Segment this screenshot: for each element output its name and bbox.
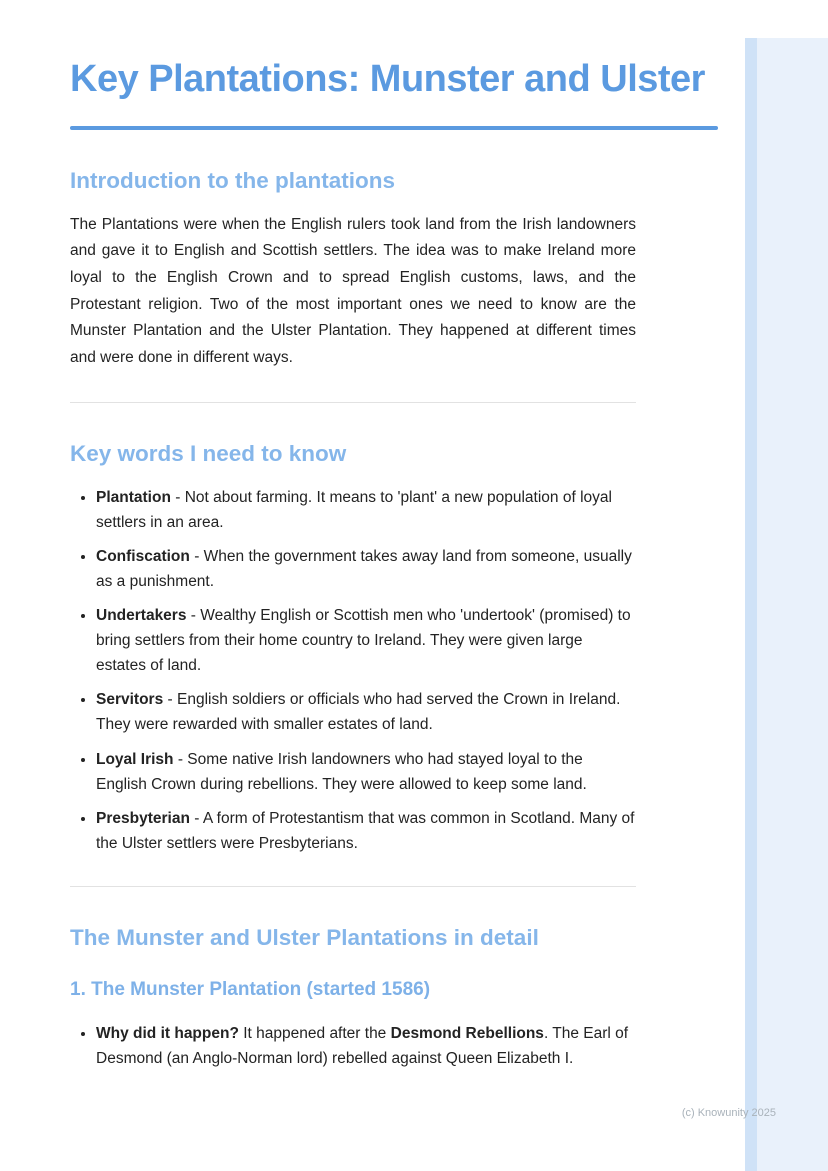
list-item-plantation: [96, 485, 636, 535]
title-underline-rule: [70, 126, 718, 130]
bullet-text: It happened after the: [243, 1025, 387, 1043]
keyword-definition: - Some native Irish landowners who had stayed loyal to the English Crown during rebellions. They were allowed to keep some land.: [96, 750, 587, 793]
bullet-lead-bold: Why did it happen?: [96, 1025, 239, 1043]
keyword-definition: - Not about farming. It means to 'plant' a new population of loyal settlers in an area.: [96, 488, 612, 531]
keyword-definition: - A form of Protestantism that was common in Scotland. Many of the Ulster settlers were Presbyterians.: [96, 809, 635, 852]
section-heading-detail: The Munster and Ulster Plantations in detail: [70, 925, 539, 951]
section-heading-keywords: Key words I need to know: [70, 440, 347, 466]
keyword-term: Servitors: [96, 691, 164, 709]
keyword-term: Loyal Irish: [96, 750, 174, 768]
keyword-term: Undertakers: [96, 607, 187, 625]
section-heading-introduction: Introduction to the plantations: [70, 167, 395, 193]
list-item-confiscation: [96, 544, 636, 594]
section-divider: [70, 402, 636, 403]
list-item-loyal-irish: [96, 747, 636, 797]
keyword-definition: - When the government takes away land from someone, usually as a punishment.: [96, 547, 632, 590]
keyword-definition: - Wealthy English or Scottish men who 'undertook' (promised) to bring settlers from their home country to Ireland. They were given large estates of land.: [96, 607, 631, 675]
bullet-text-tail: . The Earl of Desmond (an Anglo-Norman lord) rebelled against Queen Elizabeth I.: [96, 1025, 629, 1068]
introduction-paragraph: The Plantations were when the English rulers took land from the Irish landowners and gave it to English and Scottish settlers. The idea was to make Ireland more loyal to the English Crown and to spread English customs, laws, and the Protestant religion. Two of the most important ones we need to know are the Munster Plantation and the Ulster Plantation. They happened at different times and were done in different ways.: [70, 215, 636, 366]
document-page: [70, 0, 718, 1071]
right-decoration-strip-outer: [757, 38, 828, 1171]
right-decoration-strip-inner: [745, 38, 757, 1171]
keyword-term: Plantation: [96, 488, 171, 506]
document-title: Key Plantations: Munster and Ulster: [70, 58, 705, 100]
subsection-heading-munster-plantation: 1. The Munster Plantation (started 1586): [70, 979, 431, 1001]
list-item-undertakers: [96, 603, 636, 678]
list-item-why-did-it-happen: [96, 1021, 636, 1071]
bullet-bold-phrase: Desmond Rebellions: [390, 1025, 544, 1043]
munster-plantation-list: [70, 1021, 636, 1071]
list-item-servitors: [96, 687, 636, 737]
section-divider: [70, 886, 636, 887]
copyright-footer: (c) Knowunity 2025: [681, 1107, 776, 1119]
keyword-definition: - English soldiers or officials who had served the Crown in Ireland. They were rewarded with smaller estates of land.: [96, 691, 621, 734]
keyword-term: Presbyterian: [96, 809, 190, 827]
keyword-term: Confiscation: [96, 547, 190, 565]
list-item-presbyterian: [96, 806, 636, 856]
keywords-list: [70, 485, 636, 856]
